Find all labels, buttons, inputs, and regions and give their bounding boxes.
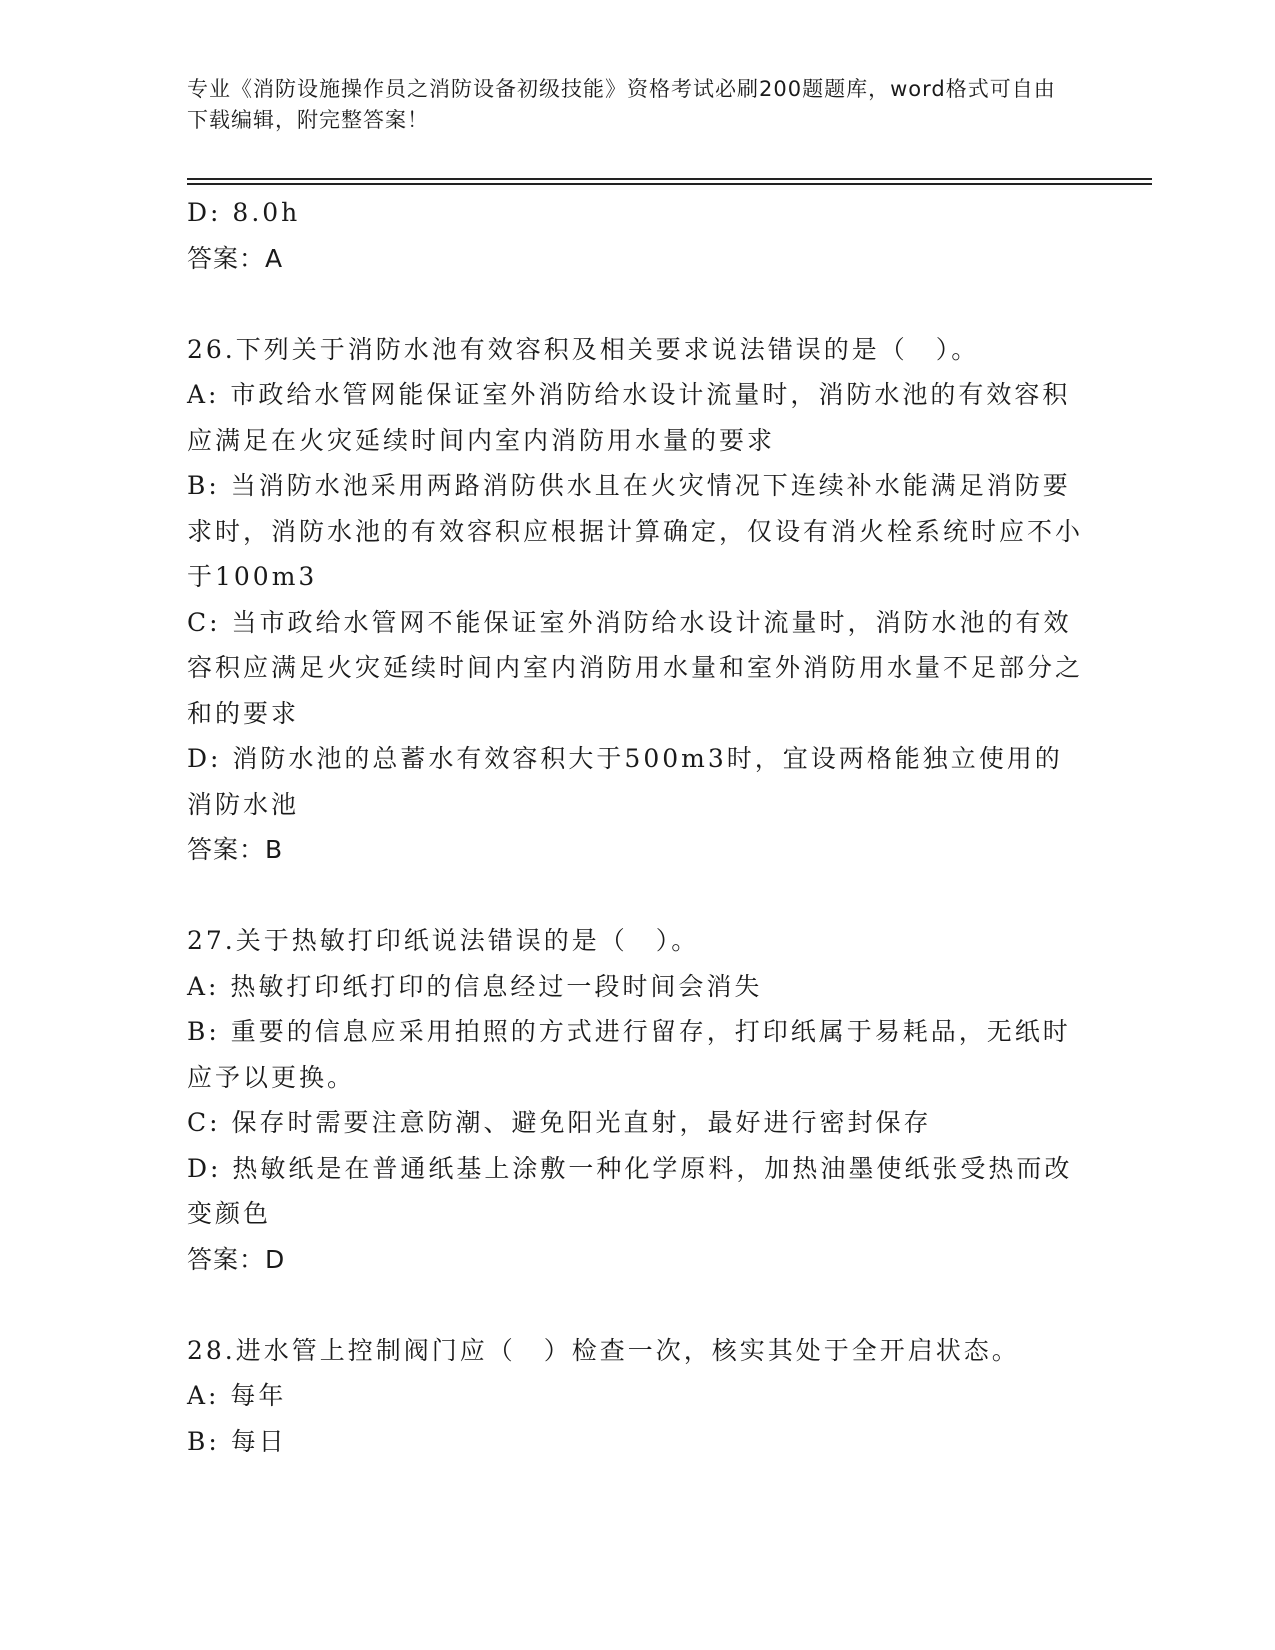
- option-a: A: 市政给水管网能保证室外消防给水设计流量时，消防水池的有效容积应满足在火灾延续时间内室内消防用水量的要求: [187, 380, 1071, 455]
- spacer: [187, 873, 1087, 919]
- spacer: [187, 281, 1087, 327]
- option-d: D: 热敏纸是在普通纸基上涂敷一种化学原料，加热油墨使纸张受热而改变颜色: [187, 1153, 1073, 1228]
- option-b: B: 重要的信息应采用拍照的方式进行留存，打印纸属于易耗品，无纸时应予以更换。: [187, 1017, 1071, 1092]
- prev-option-d: D: 8.0h: [187, 198, 301, 227]
- answer: 答案：D: [187, 1244, 286, 1274]
- answer: 答案：B: [187, 835, 284, 864]
- header-rule-bottom: [187, 183, 1152, 185]
- option-c: C: 保存时需要注意防潮、避免阳光直射，最好进行密封保存: [187, 1108, 932, 1137]
- option-a: A: 热敏打印纸打印的信息经过一段时间会消失: [187, 971, 763, 1001]
- document-header: 专业《消防设施操作员之消防设备初级技能》资格考试必刷200题题库，word格式可自由下载编辑，附完整答案！: [187, 77, 1056, 132]
- prev-answer: 答案：A: [187, 243, 284, 273]
- question-27: [187, 918, 1087, 1282]
- option-c: C: 当市政给水管网不能保证室外消防给水设计流量时，消防水池的有效容积应满足火灾延续时间内室内消防用水量和室外消防用水量不足部分之和的要求: [187, 607, 1084, 728]
- option-a: A: 每年: [187, 1381, 287, 1410]
- question-stem: 27.关于热敏打印纸说法错误的是（ ）。: [187, 926, 700, 955]
- option-b: B: 每日: [187, 1426, 287, 1456]
- option-b: B: 当消防水池采用两路消防供水且在火灾情况下连续补水能满足消防要求时，消防水池的有效容积应根据计算确定，仅设有消火栓系统时应不小于100m3: [187, 471, 1084, 591]
- question-28: [187, 1328, 1087, 1465]
- question-26: [187, 327, 1087, 873]
- question-content: [187, 190, 1087, 1464]
- question-stem: 26.下列关于消防水池有效容积及相关要求说法错误的是（ ）。: [187, 334, 980, 364]
- header-rule-top: [187, 178, 1152, 180]
- spacer: [187, 1282, 1087, 1328]
- question-stem: 28.进水管上控制阀门应（ ）检查一次，核实其处于全开启状态。: [187, 1335, 1020, 1365]
- option-d: D: 消防水池的总蓄水有效容积大于500m3时，宜设两格能独立使用的消防水池: [187, 744, 1063, 819]
